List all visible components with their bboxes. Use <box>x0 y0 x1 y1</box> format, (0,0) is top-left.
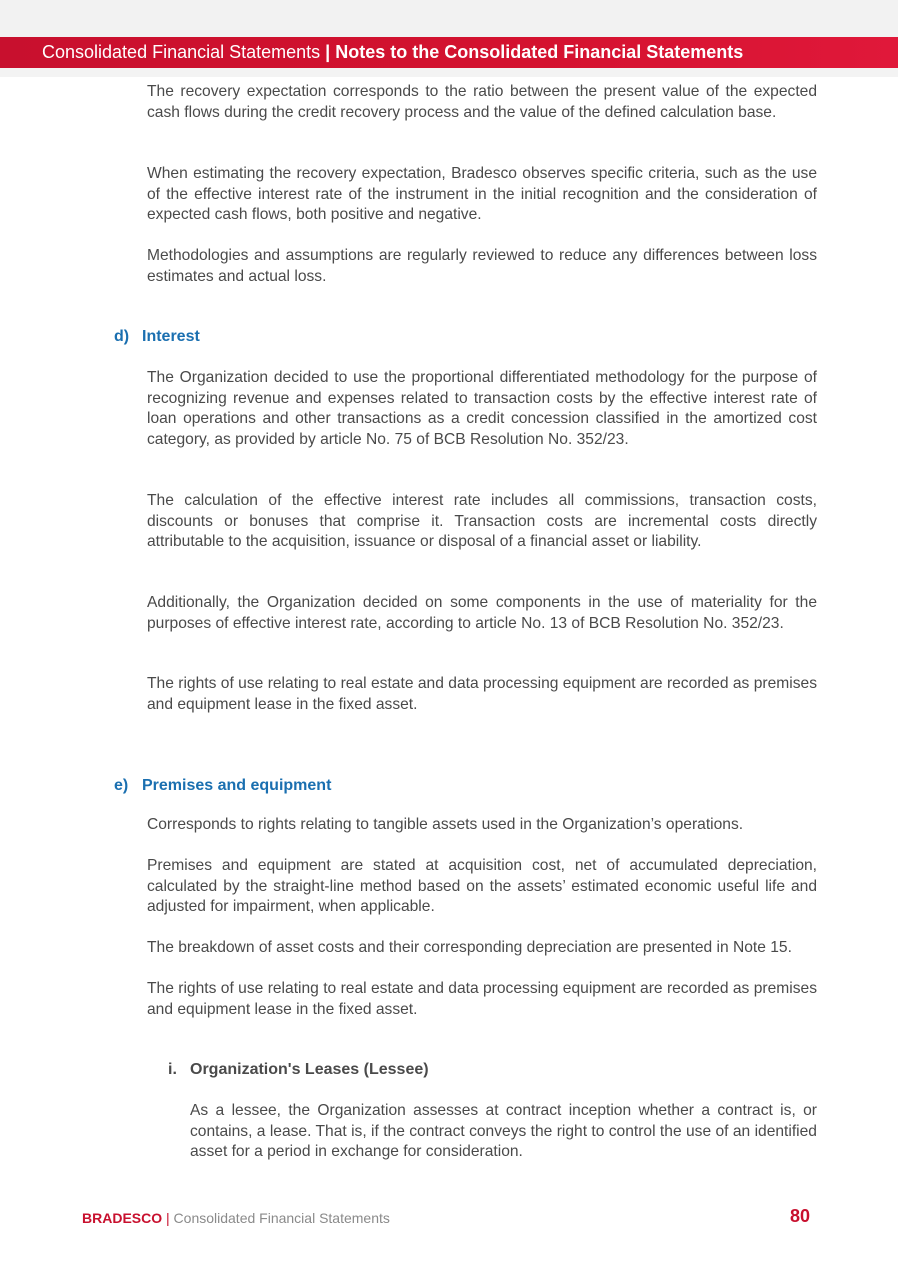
section-d-paragraph: Additionally, the Organization decided on some components in the use of materiality for the purposes of effective interest rate, according to article No. 13 of BCB Resolution No. 352/23. <box>147 594 817 632</box>
page-header-bar <box>0 37 898 68</box>
section-e-heading <box>114 776 331 796</box>
section-d-marker: d) <box>114 328 130 345</box>
footer-separator: | <box>166 1210 170 1226</box>
header-separator: | <box>325 42 331 62</box>
section-d-title: Interest <box>142 328 200 345</box>
section-e-paragraph: The breakdown of asset costs and their corresponding depreciation are presented in Note 15. <box>147 939 792 956</box>
header-doc-title: Consolidated Financial Statements <box>42 42 321 62</box>
section-d-heading <box>114 327 200 347</box>
page-footer <box>82 1209 390 1227</box>
section-e-paragraph: The rights of use relating to real estate and data processing equipment are recorded as premises and equipment lease in the fixed asset. <box>147 980 817 1018</box>
section-e-title: Premises and equipment <box>142 777 332 794</box>
subsection-i-paragraph: As a lessee, the Organization assesses at contract inception whether a contract is, or contains, a lease. That is, if the contract conveys the right to control the use of an identified asset for a period in exchange for consideration. <box>190 1102 817 1160</box>
footer-doc-title: Consolidated Financial Statements <box>173 1210 390 1226</box>
subsection-i-heading <box>168 1060 429 1080</box>
footer-brand: BRADESCO <box>82 1210 163 1226</box>
header-underline <box>0 68 898 77</box>
intro-paragraph: When estimating the recovery expectation, Bradesco observes specific criteria, such as the use of the effective interest rate of the instrument in the initial recognition and the consideration of expected cash flows, both positive and negative. <box>147 165 817 223</box>
section-d-paragraph: The Organization decided to use the proportional differentiated methodology for the purpose of recognizing revenue and expenses related to transaction costs by the effective interest rate of loan operations and other transactions as a credit concession classified in the amortized cost category, as provided by article No. 75 of BCB Resolution No. 352/23. <box>147 369 817 448</box>
section-e-paragraph: Corresponds to rights relating to tangible assets used in the Organization’s operations. <box>147 816 744 833</box>
subsection-i-title: Organization's Leases (Lessee) <box>190 1061 429 1078</box>
page-number: 80 <box>790 1206 811 1226</box>
section-e-marker: e) <box>114 777 129 794</box>
section-e-paragraph: Premises and equipment are stated at acquisition cost, net of accumulated depreciation, calculated by the straight-line method based on the assets’ estimated economic useful life and adjusted for impairment, when applicable. <box>147 857 817 915</box>
section-d-paragraph: The rights of use relating to real estate and data processing equipment are recorded as premises and equipment lease in the fixed asset. <box>147 675 817 713</box>
intro-paragraph: The recovery expectation corresponds to the ratio between the present value of the expected cash flows during the credit recovery process and the value of the defined calculation base. <box>147 83 817 121</box>
header-section-title: Notes to the Consolidated Financial Statements <box>335 42 744 62</box>
subsection-i-marker: i. <box>168 1061 177 1078</box>
top-margin <box>0 0 898 37</box>
section-d-paragraph: The calculation of the effective interest rate includes all commissions, transaction costs, discounts or bonuses that comprise it. Transaction costs are incremental costs directly attributable to the acquisition, issuance or disposal of a financial asset or liability. <box>147 492 817 550</box>
intro-paragraph: Methodologies and assumptions are regularly reviewed to reduce any differences between loss estimates and actual loss. <box>147 247 817 285</box>
